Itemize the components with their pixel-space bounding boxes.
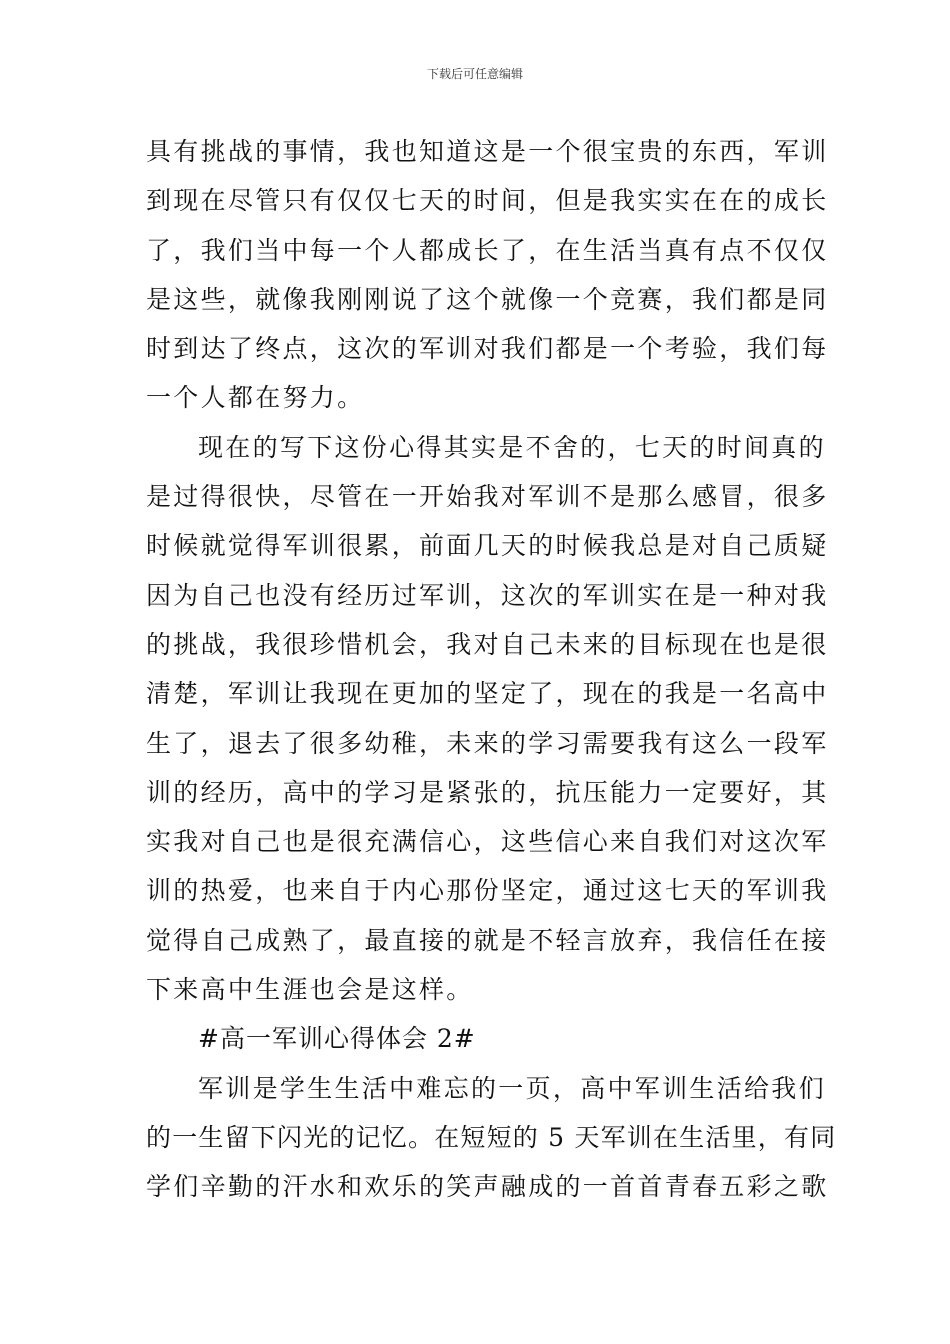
text-line: 学们辛勤的汗水和欢乐的笑声融成的一首首青春五彩之歌 — [146, 1172, 829, 1202]
text-line: 训的热爱，也来自于内心那份坚定，通过这七天的军训我 — [146, 876, 829, 906]
text-line-indented: 军训是学生生活中难忘的一页，高中军训生活给我们 — [198, 1073, 826, 1103]
text-line: 的挑战，我很珍惜机会，我对自己未来的目标现在也是很 — [146, 629, 829, 659]
section-heading — [146, 1014, 810, 1063]
text-line: 训的经历，高中的学习是紧张的，抗压能力一定要好，其 — [146, 777, 829, 807]
page-header-note: 下载后可任意编辑 — [426, 67, 523, 81]
text-line-indented: 现在的写下这份心得其实是不舍的，七天的时间真的 — [198, 432, 826, 462]
text-line: 具有挑战的事情，我也知道这是一个很宝贵的东西，军训 — [146, 137, 829, 166]
text-line: 因为自己也没有经历过军训，这次的军训实在是一种对我 — [146, 580, 829, 610]
text-line: 是这些，就像我刚刚说了这个就像一个竞赛，我们都是同 — [146, 284, 829, 314]
text-line: 时到达了终点，这次的军训对我们都是一个考验，我们每 — [146, 334, 829, 364]
text-line: 时候就觉得军训很累，前面几天的时候我总是对自己质疑 — [146, 531, 829, 561]
text-line: 了，我们当中每一个人都成长了，在生活当真有点不仅仅 — [146, 235, 829, 265]
paragraph-1 — [146, 127, 829, 423]
text-line: 是过得很快，尽管在一开始我对军训不是那么感冒，很多 — [146, 482, 829, 512]
section-heading-text: #高一军训心得体会 2# — [198, 1024, 476, 1054]
text-line: 生了，退去了很多幼稚，未来的学习需要我有这么一段军 — [146, 728, 829, 758]
text-line: 清楚，军训让我现在更加的坚定了，现在的我是一名高中 — [146, 679, 829, 709]
text-line: 的一生留下闪光的记忆。在短短的 5 天军训在生活里，有同 — [146, 1122, 837, 1152]
text-line: 下来高中生涯也会是这样。 — [146, 975, 474, 1005]
text-line: 觉得自己成熟了，最直接的就是不轻言放弃，我信任在接 — [146, 925, 829, 955]
document-body — [146, 127, 837, 1212]
text-line: 实我对自己也是很充满信心，这些信心来自我们对这次军 — [146, 827, 829, 857]
paragraph-2 — [146, 423, 829, 1015]
paragraph-3 — [146, 1064, 837, 1212]
text-line: 一个人都在努力。 — [146, 383, 365, 413]
text-line: 到现在尽管只有仅仅七天的时间，但是我实实在在的成长 — [146, 186, 829, 216]
